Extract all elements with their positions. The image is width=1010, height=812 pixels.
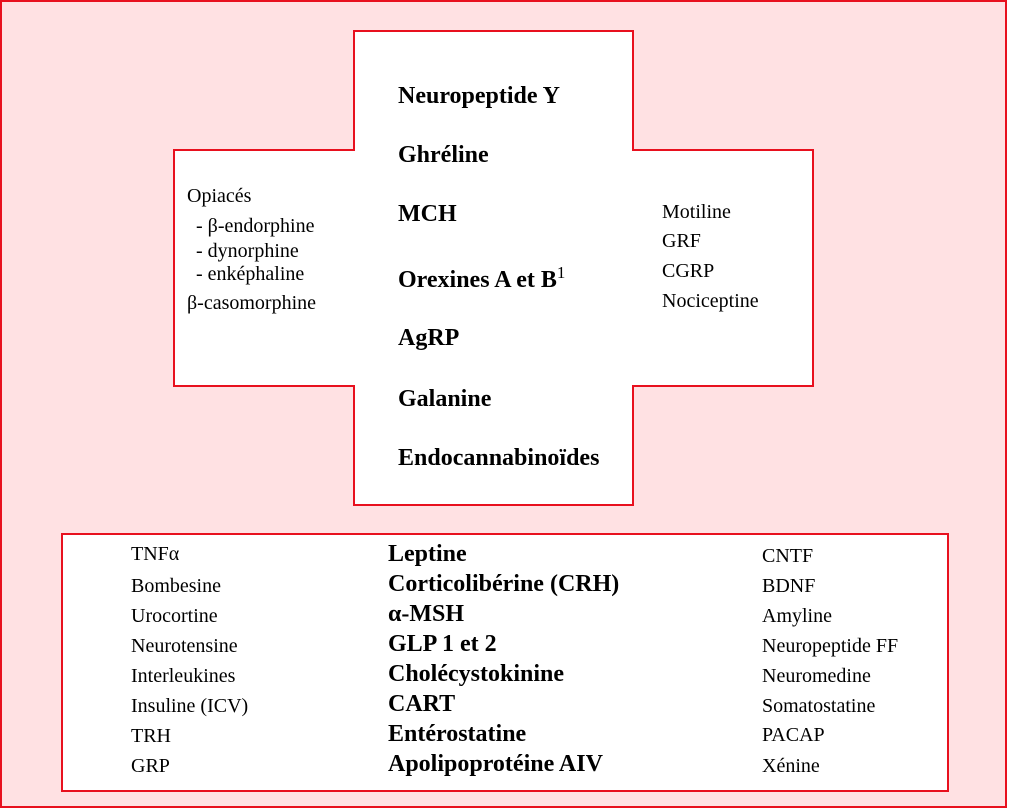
bottom-right-item: Neuropeptide FF (762, 635, 899, 657)
bottom-left-item: TRH (131, 725, 171, 747)
bottom-center-item: CART (388, 691, 456, 717)
right-arm-item: GRF (662, 230, 701, 252)
bottom-right-item: BDNF (762, 575, 816, 597)
bottom-left-item: Interleukines (131, 665, 236, 687)
bottom-left-item: Insuline (ICV) (131, 695, 249, 717)
left-arm-subitem: - dynorphine (196, 240, 299, 262)
bottom-center-item: Entérostatine (388, 721, 527, 747)
center-item-neuropeptide-y: Neuropeptide Y (398, 83, 560, 109)
left-arm-subitem: - β-endorphine (196, 215, 315, 237)
bottom-right-item: PACAP (762, 724, 825, 746)
left-arm-header: Opiacés (187, 185, 252, 207)
center-item-ghreline: Ghréline (398, 142, 489, 168)
bottom-left-item: Urocortine (131, 605, 218, 627)
bottom-box (61, 533, 949, 792)
center-item-agrp: AgRP (398, 325, 460, 351)
bottom-center-item: GLP 1 et 2 (388, 631, 497, 657)
bottom-center-item: Cholécystokinine (388, 661, 565, 687)
center-item-mch: MCH (398, 201, 457, 227)
center-item-endocannabinoides: Endocannabinoïdes (398, 445, 600, 471)
bottom-left-item: Bombesine (131, 575, 221, 597)
right-arm-item: Nociceptine (662, 290, 759, 312)
orexines-footnote: 1 (556, 263, 566, 282)
orexines-label: Orexines A et B (398, 267, 557, 293)
bottom-right-item: Neuromedine (762, 665, 871, 687)
bottom-center-item: α-MSH (388, 601, 465, 627)
bottom-right-item: Xénine (762, 755, 820, 777)
bottom-left-item: GRP (131, 755, 170, 777)
center-item-orexines (398, 263, 566, 293)
right-arm-item: CGRP (662, 260, 715, 282)
bottom-center-item: Corticolibérine (CRH) (388, 571, 620, 597)
bottom-right-item: Amyline (762, 605, 832, 627)
left-arm-footer: β-casomorphine (187, 292, 317, 314)
bottom-right-item: CNTF (762, 545, 814, 567)
bottom-center-item: Leptine (388, 541, 467, 567)
right-arm-item: Motiline (662, 201, 731, 223)
center-item-galanine: Galanine (398, 386, 492, 412)
bottom-right-item: Somatostatine (762, 695, 876, 717)
bottom-left-item: TNFα (131, 543, 180, 565)
bottom-center-item: Apolipoprotéine AIV (388, 751, 603, 777)
bottom-left-item: Neurotensine (131, 635, 238, 657)
left-arm-subitem: - enképhaline (196, 263, 305, 285)
